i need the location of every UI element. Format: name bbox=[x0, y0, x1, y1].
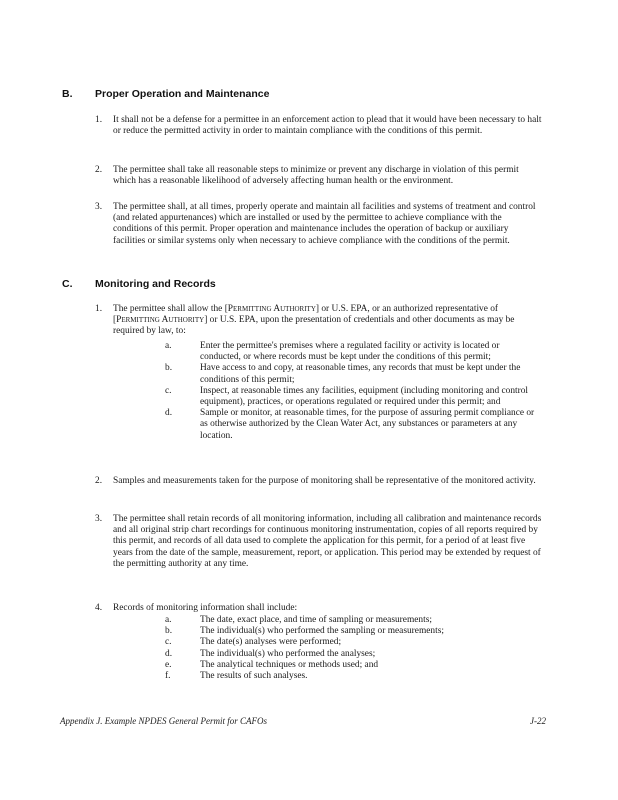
sub-text: Sample or monitor, at reasonable times, for the purpose of assuring permit compliance or as otherwise authorized by the Clean Water Act, any substances or parameters at any location. bbox=[200, 408, 535, 441]
sub-text: Have access to and copy, at reasonable times, any records that must be kept under the conditions of this permit; bbox=[200, 363, 521, 385]
sub-label: b. bbox=[165, 363, 173, 374]
sub-text: The individual(s) who performed the sampling or measurements; bbox=[200, 626, 444, 637]
text-segment: or U.S. EPA, upon the presentation of credentials and other documents as may be required by law, to: bbox=[113, 315, 515, 337]
item-number: 2. bbox=[95, 165, 103, 175]
list-item bbox=[95, 615, 542, 626]
section-c-item-1 bbox=[95, 304, 542, 338]
sub-label: a. bbox=[165, 615, 172, 625]
sub-text: Inspect, at reasonable times any facilities, equipment (including monitoring and control equipment), practices, or operations regulated or required under this permit; and bbox=[200, 385, 529, 408]
text-segment: The permittee shall allow the bbox=[113, 304, 225, 314]
sub-text: The results of such analyses. bbox=[200, 671, 308, 682]
sub-label: d. bbox=[165, 648, 173, 659]
item-text bbox=[113, 304, 542, 338]
section-b-title: Proper Operation and Maintenance bbox=[95, 88, 270, 100]
sub-label: f. bbox=[165, 671, 171, 682]
section-b-item-1 bbox=[95, 115, 542, 137]
list-item bbox=[95, 626, 542, 637]
item-text: The permittee shall, at all times, properly operate and maintain all facilities and systems of treatment and control (and related appurtenances) which are installed or used by the permittee to achieve compliance with the conditions of this permit. Proper operation and maintenance includes the operation of backup or auxiliary facilities or similar systems only when necessary to achieve compliance with the conditions of the permit. bbox=[113, 202, 536, 246]
sub-label: c. bbox=[165, 637, 172, 648]
section-c-item-1-sublist bbox=[95, 341, 542, 442]
item-number: 3. bbox=[95, 514, 103, 524]
footer-title: Appendix J. Example NPDES General Permit for CAFOs bbox=[60, 716, 267, 726]
item-text: Records of monitoring information shall include: bbox=[113, 603, 298, 613]
sub-text: The date, exact place, and time of sampling or measurements; bbox=[200, 615, 432, 625]
item-number: 4. bbox=[95, 603, 103, 613]
item-number: 3. bbox=[95, 202, 103, 212]
list-item bbox=[95, 637, 542, 648]
list-item bbox=[95, 671, 542, 682]
page-number: J-22 bbox=[530, 716, 546, 726]
list-item bbox=[95, 363, 542, 385]
section-c-item-4 bbox=[95, 603, 542, 614]
list-item bbox=[95, 386, 542, 408]
list-item bbox=[95, 341, 542, 363]
sub-text: The analytical techniques or methods used; and bbox=[200, 659, 379, 670]
text-segment: or U.S. EPA, or an authorized representative of bbox=[319, 304, 499, 314]
item-text: Samples and measurements taken for the purpose of monitoring shall be representative of the monitored activity. bbox=[113, 476, 536, 486]
list-item bbox=[95, 660, 542, 671]
sub-text: Enter the permittee's premises where a regulated facility or activity is located or conducted, or where records must be kept under the conditions of this permit; bbox=[200, 341, 500, 363]
permitting-authority-placeholder: [Permitting Authority] bbox=[224, 304, 320, 314]
sub-label: e. bbox=[165, 659, 172, 670]
sub-label: b. bbox=[165, 626, 173, 637]
sub-label: d. bbox=[165, 408, 173, 419]
item-number: 2. bbox=[95, 476, 103, 486]
item-text: The permittee shall retain records of all monitoring information, including all calibration and maintenance records and all original strip chart recordings for continuous monitoring instrumentation, copies of all reports required by this permit, and records of all data used to complete the application for this permit, for a period of at least five years from the date of the sample, measurement, report, or application. This period may be extended by request of the permitting authority at any time. bbox=[113, 514, 542, 569]
item-text: It shall not be a defense for a permittee in an enforcement action to plead that it would have been necessary to halt or reduce the permitted activity in order to maintain compliance with the conditions of this permit. bbox=[113, 115, 542, 137]
section-b-letter: B. bbox=[62, 88, 73, 100]
item-number: 1. bbox=[95, 304, 103, 314]
item-number: 1. bbox=[95, 115, 103, 125]
section-b-item-2 bbox=[95, 165, 542, 187]
section-c-item-3 bbox=[95, 514, 542, 570]
section-c-item-2 bbox=[95, 476, 542, 487]
section-c-item-4-sublist bbox=[95, 615, 542, 682]
sub-label: c. bbox=[165, 385, 172, 396]
section-b-item-3 bbox=[95, 202, 542, 247]
item-text: The permittee shall take all reasonable steps to minimize or prevent any discharge in violation of this permit which has a reasonable likelihood of adversely affecting human health or the environment. bbox=[113, 165, 519, 187]
sub-text: The date(s) analyses were performed; bbox=[200, 637, 342, 648]
sub-text: The individual(s) who performed the analyses; bbox=[200, 648, 376, 659]
list-item bbox=[95, 408, 542, 442]
section-b-heading bbox=[62, 88, 269, 100]
list-item bbox=[95, 649, 542, 660]
section-c-title: Monitoring and Records bbox=[95, 278, 216, 290]
permitting-authority-placeholder: [Permitting Authority] bbox=[113, 315, 208, 326]
section-c-letter: C. bbox=[62, 278, 73, 290]
sub-label: a. bbox=[165, 341, 172, 351]
section-c-heading bbox=[62, 278, 216, 290]
